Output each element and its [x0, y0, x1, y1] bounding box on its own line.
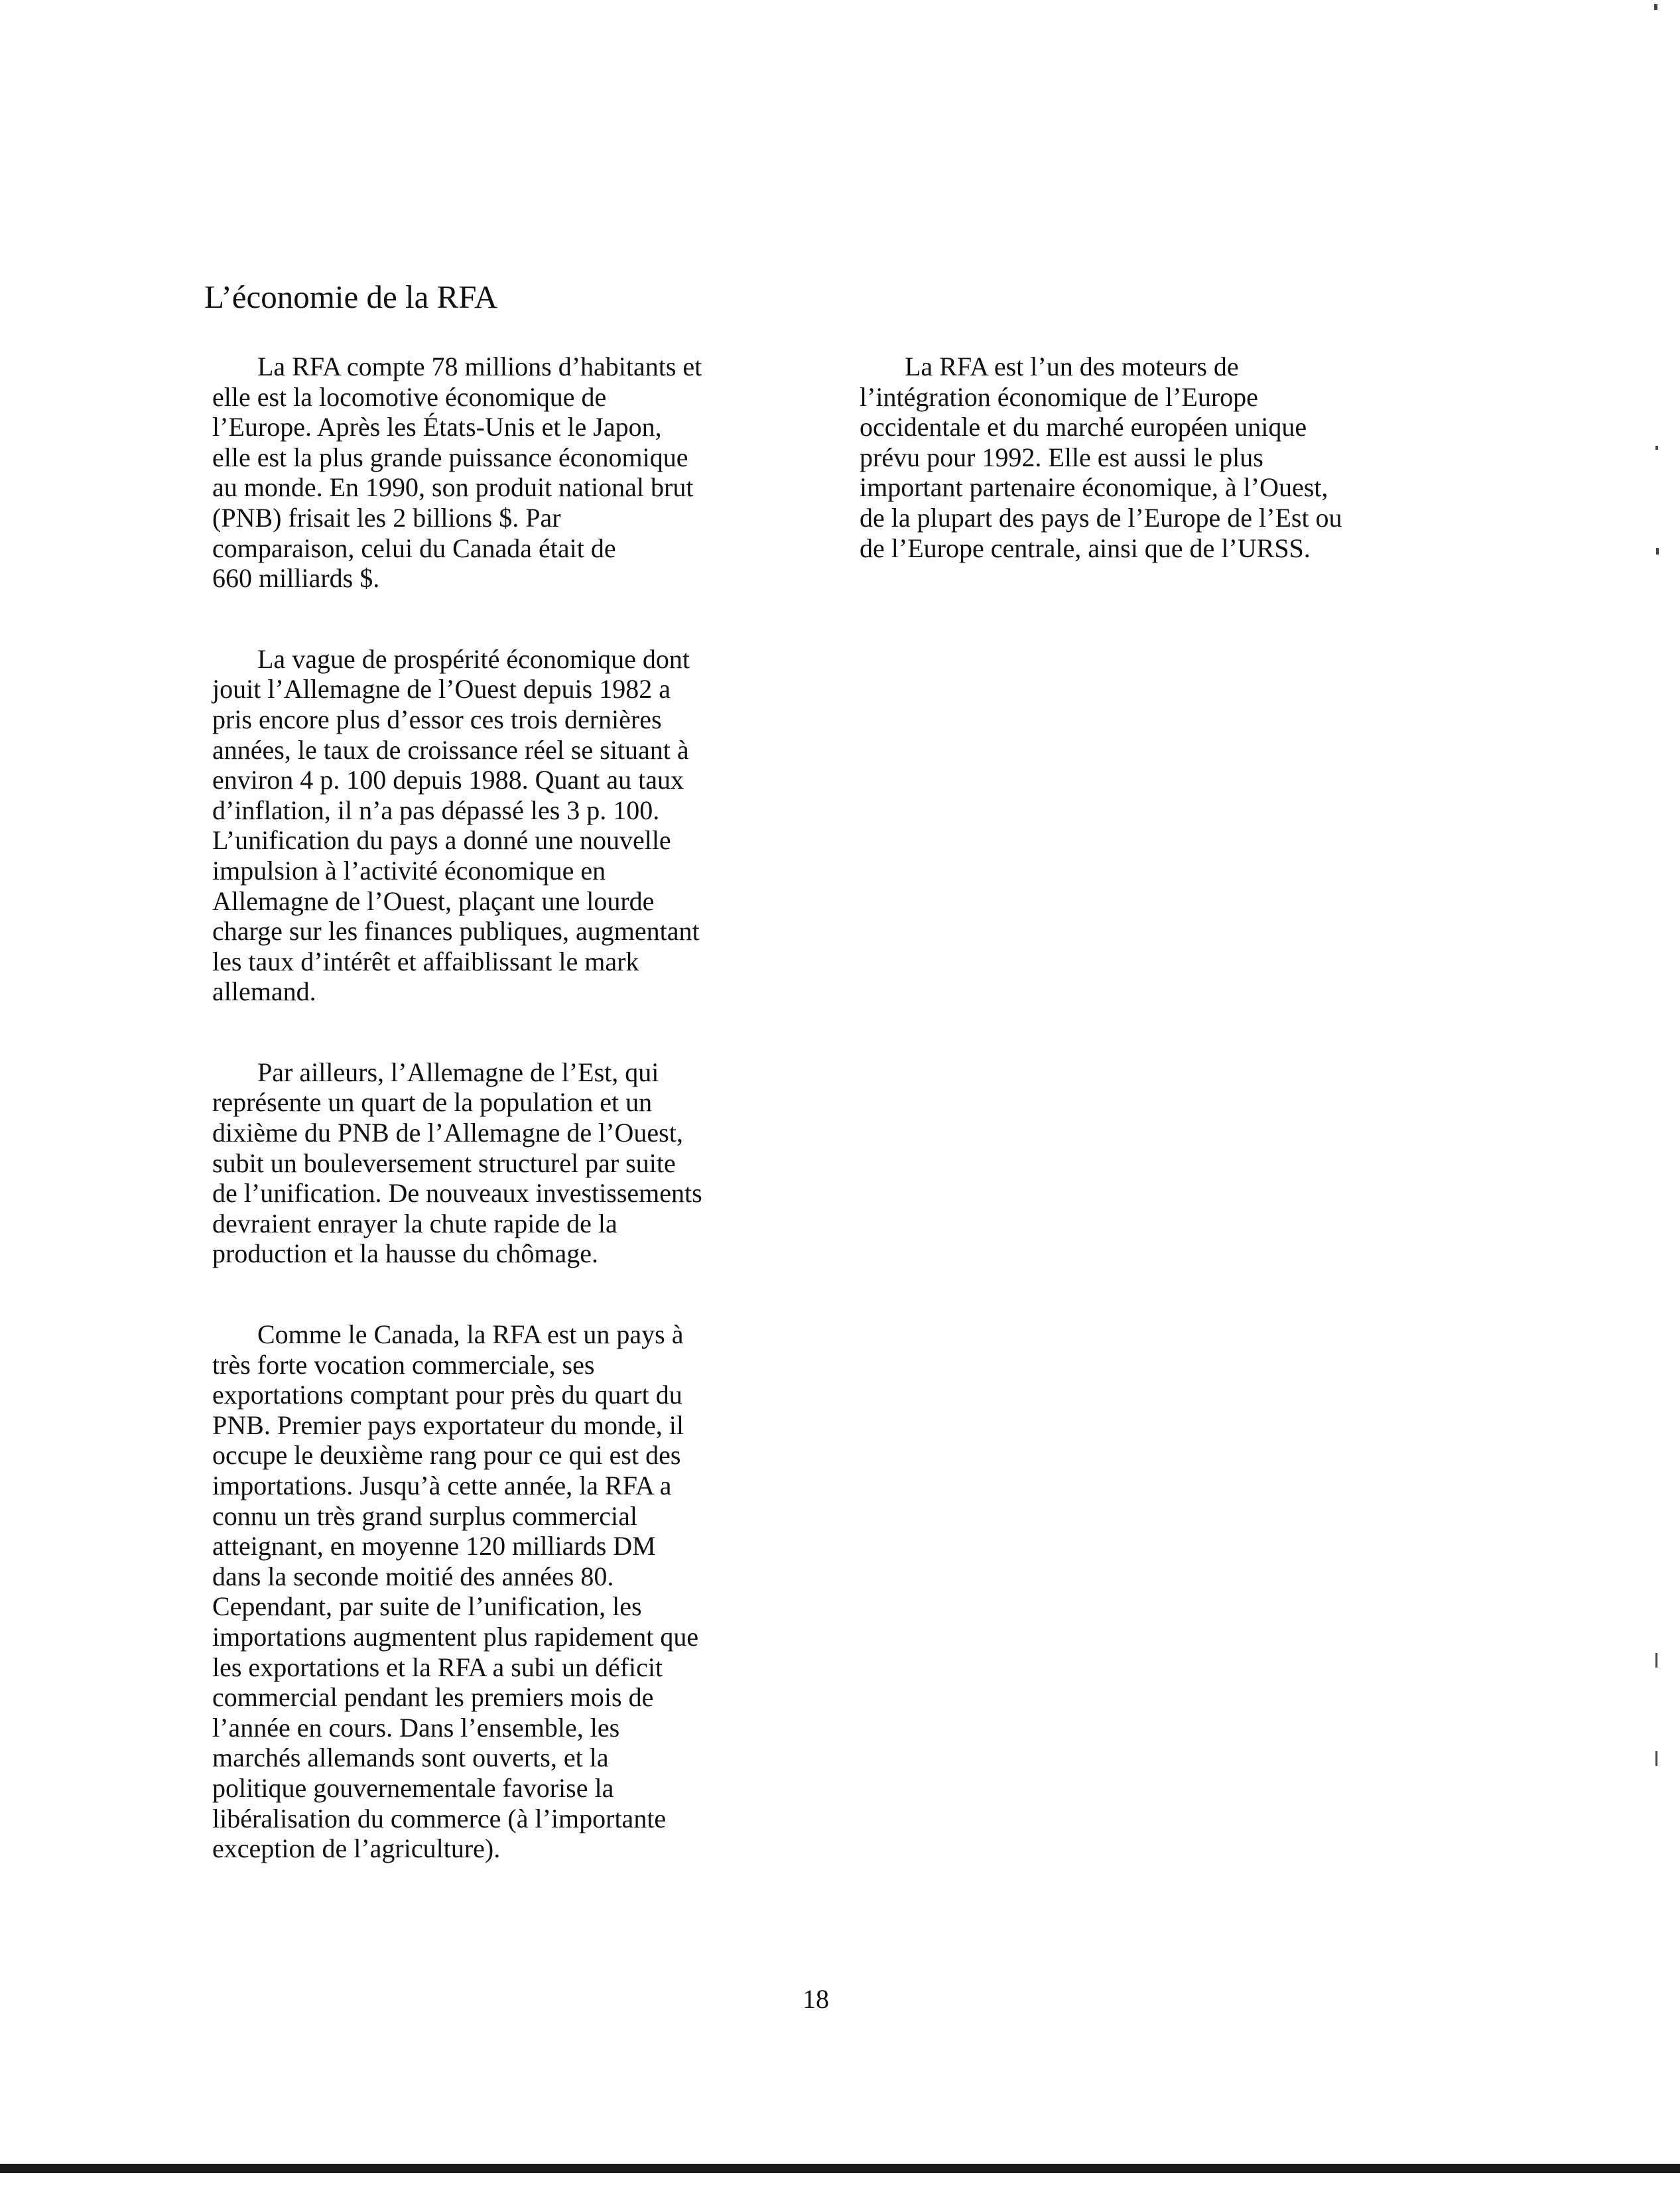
text-line: La RFA compte 78 millions d’habitants et [257, 352, 702, 381]
text-line: important partenaire économique, à l’Ouest, [860, 472, 1328, 503]
scan-speck [1654, 4, 1657, 10]
text-line: politique gouvernementale favorise la [212, 1772, 614, 1803]
text-line: prévu pour 1992. Elle est aussi le plus [860, 442, 1263, 472]
left-column [212, 352, 783, 1914]
scan-speck [1655, 1653, 1657, 1668]
text-line: environ 4 p. 100 depuis 1988. Quant au taux [212, 765, 684, 795]
text-line: l’Europe. Après les États-Unis et le Japon, [212, 412, 662, 442]
text-line: de la plupart des pays de l’Europe de l’Est ou [860, 502, 1342, 533]
text-line: pris encore plus d’essor ces trois dernières [212, 704, 662, 734]
text-line: marchés allemands sont ouverts, et la [212, 1743, 609, 1773]
text-line: occupe le deuxième rang pour ce qui est des [212, 1440, 681, 1471]
text-line: allemand. [212, 976, 316, 1007]
text-line: occidentale et du marché européen unique [860, 412, 1307, 442]
text-line: de l’unification. De nouveaux investissements [212, 1178, 702, 1209]
text-line: connu un très grand surplus commercial [212, 1500, 637, 1531]
text-line: La RFA est l’un des moteurs de [905, 352, 1239, 381]
text-line: jouit l’Allemagne de l’Ouest depuis 1982 a [212, 674, 671, 704]
text-line: dans la seconde moitié des années 80. [212, 1561, 614, 1591]
text-line: PNB. Premier pays exportateur du monde, il [212, 1410, 684, 1440]
text-line: dixième du PNB de l’Allemagne de l’Ouest, [212, 1118, 683, 1148]
text-line: exception de l’agriculture). [212, 1833, 501, 1864]
text-line: au monde. En 1990, son produit national brut [212, 472, 694, 503]
text-line: les exportations et la RFA a subi un déficit [212, 1652, 663, 1682]
text-line: Cependant, par suite de l’unification, les [212, 1591, 642, 1622]
text-line: elle est la locomotive économique de [212, 381, 607, 412]
paragraph [212, 352, 783, 594]
text-line: charge sur les finances publiques, augmentant [212, 916, 700, 947]
text-line: subit un bouleversement structurel par suite [212, 1148, 676, 1178]
text-line: elle est la plus grande puissance économique [212, 442, 688, 472]
scan-speck [1655, 446, 1658, 450]
text-line: années, le taux de croissance réel se situant à [212, 734, 689, 765]
text-line: Comme le Canada, la RFA est un pays à [257, 1319, 684, 1350]
scan-speck [1655, 1751, 1657, 1766]
text-line: importations. Jusqu’à cette année, la RFA a [212, 1471, 672, 1500]
paragraph [212, 644, 783, 1007]
paragraph [212, 1057, 783, 1269]
text-line: comparaison, celui du Canada était de [212, 533, 616, 563]
text-line: commercial pendant les premiers mois de [212, 1682, 654, 1713]
text-line: très forte vocation commerciale, ses [212, 1349, 595, 1380]
text-line: Par ailleurs, l’Allemagne de l’Est, qui [257, 1057, 659, 1087]
text-line: Allemagne de l’Ouest, plaçant une lourde [212, 886, 655, 916]
section-heading: L’économie de la RFA [204, 279, 498, 315]
text-line: de l’Europe centrale, ainsi que de l’URSS. [860, 533, 1311, 563]
text-line: représente un quart de la population et un [212, 1087, 653, 1118]
text-line: production et la hausse du chômage. [212, 1238, 599, 1269]
text-line: La vague de prospérité économique dont [257, 643, 690, 674]
text-line: importations augmentent plus rapidement que [212, 1621, 699, 1652]
scan-speck [1656, 548, 1659, 555]
paragraph [860, 352, 1430, 563]
text-line: (PNB) frisait les 2 billions $. Par [212, 502, 561, 533]
text-line: atteignant, en moyenne 120 milliards DM [212, 1531, 656, 1561]
text-line: libéralisation du commerce (à l’importante [212, 1803, 667, 1833]
text-line: 660 milliards $. [212, 563, 380, 594]
text-line: impulsion à l’activité économique en [212, 855, 606, 886]
text-line: d’inflation, il n’a pas dépassé les 3 p. 100. [212, 795, 660, 825]
text-line: les taux d’intérêt et affaiblissant le mark [212, 946, 639, 976]
text-line: l’année en cours. Dans l’ensemble, les [212, 1712, 620, 1743]
right-column [860, 352, 1430, 614]
text-line: devraient enrayer la chute rapide de la [212, 1208, 617, 1238]
paragraph [212, 1319, 783, 1864]
scan-bottom-edge [0, 2164, 1680, 2173]
page-number: 18 [803, 1984, 829, 2014]
text-line: l’intégration économique de l’Europe [860, 381, 1258, 412]
text-line: exportations comptant pour près du quart du [212, 1380, 682, 1410]
text-line: L’unification du pays a donné une nouvelle [212, 825, 671, 856]
